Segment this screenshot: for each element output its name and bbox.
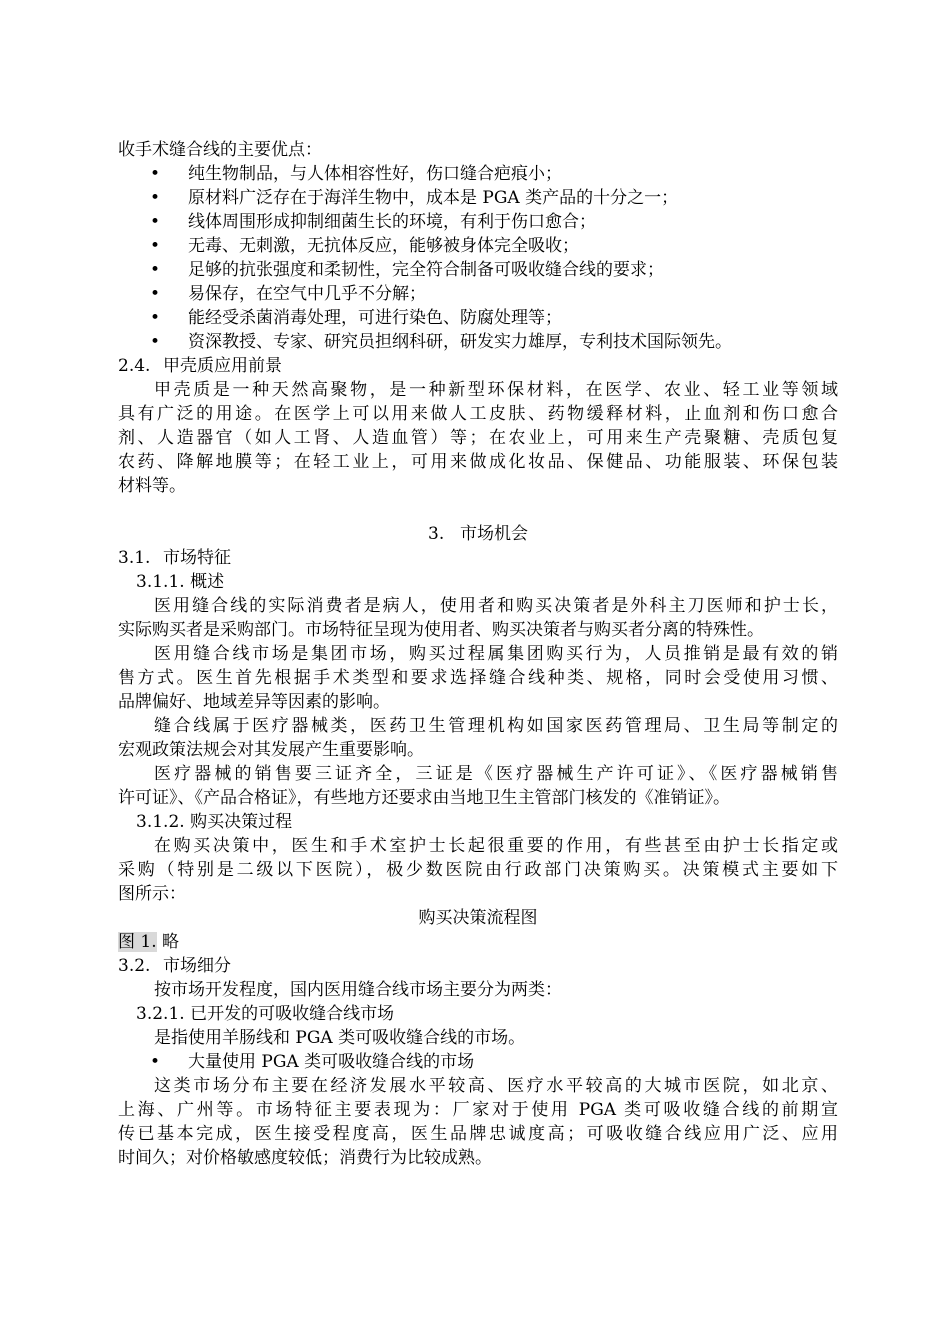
section-number: 3.1. <box>118 548 151 568</box>
paragraph-line: 医用缝合线市场是集团市场，购买过程属集团购买行为，人员推销是最有效的销 <box>154 644 838 664</box>
paragraph-line: 按市场开发程度，国内医用缝合线市场主要分为两类： <box>154 980 562 1000</box>
paragraph-line: 这类市场分布主要在经济发展水平较高、医疗水平较高的大城市医院，如北京、 <box>154 1076 838 1096</box>
intro-line: 收手术缝合线的主要优点： <box>118 140 322 160</box>
section-title: 市场特征 <box>163 548 231 568</box>
paragraph-line: 图所示： <box>118 884 186 904</box>
bullet-icon: • <box>150 260 161 280</box>
section-heading-3-1 <box>118 546 838 570</box>
paragraph-line: 上海、广州等。市场特征主要表现为：厂家对于使用 PGA 类可吸收缝合线的前期宣 <box>118 1100 838 1120</box>
figure-title: 购买决策流程图 <box>418 908 538 928</box>
paragraph-line: 医疗器械的销售要三证齐全，三证是《医疗器械生产许可证》、《医疗器械销售 <box>154 764 838 784</box>
subsection-heading-3-1-2: 3.1.2. 购买决策过程 <box>136 812 293 832</box>
list-item: 纯生物制品，与人体相容性好，伤口缝合疤痕小； <box>188 164 562 184</box>
paragraph-line: 具有广泛的用途。在医学上可以用来做人工皮肤、药物缓释材料，止血剂和伤口愈合 <box>118 404 838 424</box>
paragraph-line: 医用缝合线的实际消费者是病人，使用者和购买决策者是外科主刀医师和护士长， <box>154 596 838 616</box>
bullet-icon: • <box>150 188 161 208</box>
section-number: 3.2. <box>118 956 151 976</box>
paragraph-line: 实际购买者是采购部门。市场特征呈现为使用者、购买决策者与购买者分离的特殊性。 <box>118 620 764 640</box>
subsection-heading-3-1-1: 3.1.1. 概述 <box>136 572 225 592</box>
bullet-icon: • <box>150 236 161 256</box>
list-item: 线体周围形成抑制细菌生长的环境，有利于伤口愈合； <box>188 212 596 232</box>
bullet-icon: • <box>150 284 161 304</box>
paragraph-line: 农药、降解地膜等；在轻工业上，可用来做成化妆品、保健品、功能服装、环保包装 <box>118 452 838 472</box>
list-item: 大量使用 PGA 类可吸收缝合线的市场 <box>188 1052 475 1072</box>
figure-note: 略 <box>156 932 180 952</box>
section-title: 市场细分 <box>163 956 231 976</box>
paragraph-line: 甲壳质是一种天然高聚物，是一种新型环保材料，在医学、农业、轻工业等领域 <box>154 380 838 400</box>
paragraph-line: 品牌偏好、地域差异等因素的影响。 <box>118 692 390 712</box>
figure-caption <box>118 930 838 954</box>
paragraph-line: 售方式。医生首先根据手术类型和要求选择缝合线种类、规格，同时会受使用习惯、 <box>118 668 838 688</box>
list-item: 无毒、无刺激，无抗体反应，能够被身体完全吸收； <box>188 236 579 256</box>
section-number: 2.4. <box>118 356 151 376</box>
chapter-title: 市场机会 <box>460 524 528 544</box>
chapter-number: 3. <box>428 524 445 544</box>
bullet-icon: • <box>150 332 161 352</box>
paragraph-line: 缝合线属于医疗器械类，医药卫生管理机构如国家医药管理局、卫生局等制定的 <box>154 716 838 736</box>
paragraph-line: 材料等。 <box>118 476 186 496</box>
figure-label: 图 1. <box>118 932 157 952</box>
list-item: 资深教授、专家、研究员担纲科研，研发实力雄厚，专利技术国际领先。 <box>188 332 732 352</box>
list-item: 足够的抗张强度和柔韧性，完全符合制备可吸收缝合线的要求； <box>188 260 664 280</box>
bullet-icon: • <box>150 1052 161 1072</box>
paragraph-line: 宏观政策法规会对其发展产生重要影响。 <box>118 740 424 760</box>
paragraph-line: 传已基本完成，医生接受程度高，医生品牌忠诚度高；可吸收缝合线应用广泛、应用 <box>118 1124 838 1144</box>
chapter-heading-3 <box>118 522 838 546</box>
list-item: 易保存，在空气中几乎不分解； <box>188 284 426 304</box>
paragraph-line: 剂、人造器官（如人工肾、人造血管）等；在农业上，可用来生产壳聚糖、壳质包复 <box>118 428 838 448</box>
paragraph-line: 许可证》、《产品合格证》，有些地方还要求由当地卫生主管部门核发的《准销证》。 <box>118 788 730 808</box>
paragraph-line: 采购（特别是二级以下医院），极少数医院由行政部门决策购买。决策模式主要如下 <box>118 860 838 880</box>
paragraph-line: 时间久；对价格敏感度较低；消费行为比较成熟。 <box>118 1148 492 1168</box>
bullet-icon: • <box>150 212 161 232</box>
list-item: 能经受杀菌消毒处理，可进行染色、防腐处理等； <box>188 308 562 328</box>
section-heading-2-4 <box>118 354 838 378</box>
paragraph-line: 是指使用羊肠线和 PGA 类可吸收缝合线的市场。 <box>154 1028 526 1048</box>
bullet-icon: • <box>150 308 161 328</box>
section-heading-3-2 <box>118 954 838 978</box>
list-item: 原材料广泛存在于海洋生物中，成本是 PGA 类产品的十分之一； <box>188 188 679 208</box>
bullet-icon: • <box>150 164 161 184</box>
subsection-heading-3-2-1: 3.2.1. 已开发的可吸收缝合线市场 <box>136 1004 395 1024</box>
paragraph-line: 在购买决策中，医生和手术室护士长起很重要的作用，有些甚至由护士长指定或 <box>154 836 838 856</box>
section-title: 甲壳质应用前景 <box>163 356 282 376</box>
